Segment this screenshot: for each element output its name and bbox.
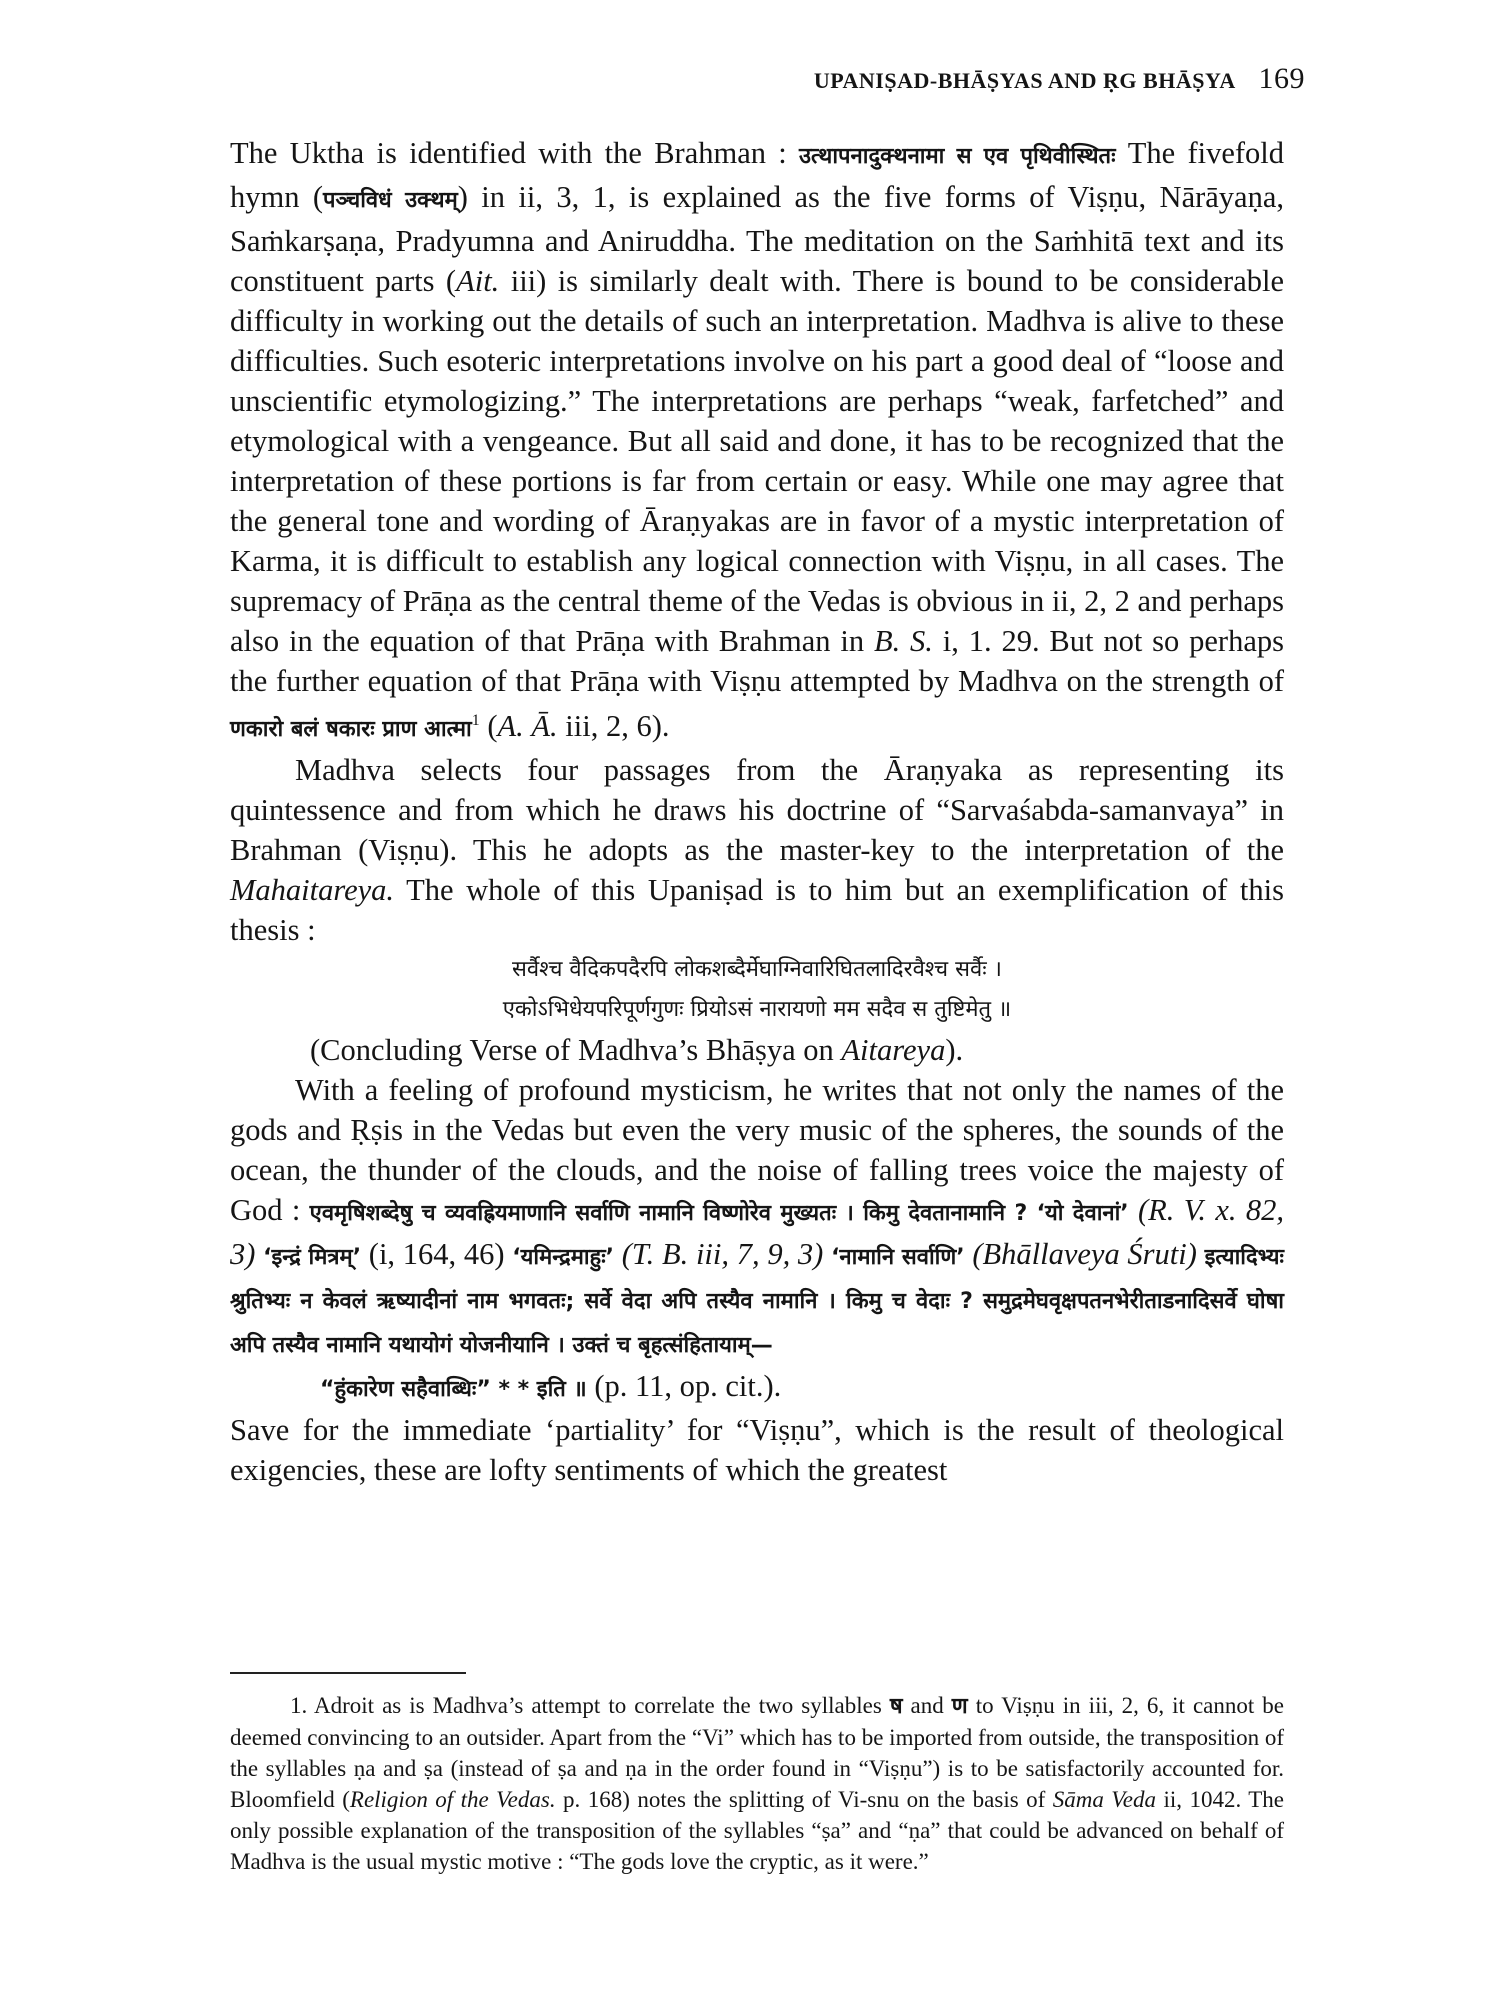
text-span: 1. Adroit as is Madhva’s attempt to correlate the two syllables — [290, 1693, 890, 1718]
footnote-divider — [230, 1672, 466, 1674]
text-span: and — [902, 1693, 952, 1718]
text-span: ). — [945, 1033, 964, 1068]
sanskrit-quote: एवमृषिशब्देषु च व्यवह्रियमाणानि सर्वाणि नामानि विष्णोरेव मुख्यतः । किमु देवतानामानि ? ‘यो देवानां’ — [309, 1201, 1129, 1227]
main-text — [230, 133, 1284, 1490]
text-span: The fivefold hymn ( — [230, 136, 1285, 214]
text-span: to Viṣṇu in iii, 2, 6, it cannot be deemed convincing to an outsider. Apart from the “Vi” which has to be imported from outside, the transposition of the syllables ṇa and ṣa (instead of ṣa and ṇa in the order found in “Viṣṇu”) is to be satisfactorily accounted for. Bloomfield ( — [230, 1693, 1284, 1812]
paragraph-3 — [230, 1070, 1284, 1410]
verse-caption — [230, 1030, 1284, 1070]
sanskrit-quote: ष — [889, 1694, 903, 1719]
italic-ref: B. S. — [873, 624, 933, 658]
citation: (p. 11, op. cit.). — [586, 1369, 782, 1404]
sanskrit-quote: पञ्चविधं उक्थम् — [323, 188, 458, 213]
page-number: 169 — [1258, 62, 1305, 95]
verse-line-1: सर्वैश्च वैदिकपदैरपि लोकशब्दैर्मेघाग्निवारिघितलादिरवैश्च सर्वैः । — [512, 957, 1002, 983]
sanskrit-verse — [230, 950, 1284, 1030]
italic-title: Religion of the Vedas. — [349, 1787, 556, 1812]
citation: (R. V. x. 82, 3) — [230, 1193, 1284, 1272]
sanskrit-quote: उत्थापनादुक्थनामा स एव पृथिवीस्थितः — [798, 144, 1116, 169]
sanskrit-quote: ‘इन्द्रं मित्रम्’ — [263, 1245, 362, 1271]
text-span: ii, 1042. The only possible explanation of the transposition of the syllables “ṣa” and “ṇa” that could be advanced on behalf of Madhva is the usual mystic motive : “The gods love the cryptic, as it were.” — [230, 1787, 1284, 1874]
italic-ref: A. Ā. — [497, 709, 558, 744]
text-span: ) in ii, 3, 1, is explained as the five forms of Viṣṇu, Nārāyaṇa, Saṁkarṣaṇa, Pradyumna and Aniruddha. The meditation on the Saṁhitā text and its constituent parts ( — [230, 180, 1285, 298]
italic-title: Mahaitareya. — [230, 873, 395, 908]
text-span: iii) is similarly dealt with. There is bound to be considerable difficulty in working out the details of such an interpretation. Madhva is alive to these difficulties. Such esoteric interpretations involve on his part a good deal of “loose and unscientific etymologizing.” The interpretations are perhaps “weak, farfetched” and etymological with a vengeance. But all said and done, it has to be recognized that the interpretation of these portions is far from certain or easy. While one may agree that the general tone and wording of Āraṇyakas are in favor of a mystic interpretation of Karma, it is difficult to establish any logical connection with Viṣṇu, in all cases. The supremacy of Prāṇa as the central theme of the Vedas is obvious in ii, 2, 2 and perhaps also in the equation of that Prāṇa with Brahman in — [230, 264, 1284, 658]
sanskrit-quote: ‘यमिन्द्रमाहुः’ — [512, 1245, 615, 1271]
text-span: With a feeling of profound mysticism, he writes that not only the names of the gods and Ṛṣis in the Vedas but even the very music of the spheres, the sounds of the ocean, the thunder of the clouds, and the noise of falling trees voice the majesty of God : — [230, 1073, 1284, 1228]
running-title: UPANIṢAD-BHĀṢYAS AND ṚG BHĀṢYA — [813, 68, 1235, 93]
sanskrit-quote: ण — [951, 1694, 968, 1719]
text-span: Madhva selects four passages from the Āraṇyaka as representing its quintessence and from which he draws his doctrine of “Sarvaśabda-samanvaya” in Brahman (Viṣṇu). This he adopts as the master-key to the interpretation of the — [230, 753, 1284, 868]
text-span: p. 168) notes the splitting of Vi-snu on the basis of — [555, 1787, 1053, 1812]
text-span: ( — [479, 709, 498, 744]
italic-title: Sāma Veda — [1052, 1787, 1157, 1812]
footnote — [230, 1690, 1284, 1877]
text-span: (Concluding Verse of Madhva’s Bhāṣya on — [310, 1033, 842, 1068]
sanskrit-quote: इत्यादिभ्यः श्रुतिभ्यः न केवलं ऋष्यादीनां नाम भगवतः; सर्वे वेदा अपि तस्यैव नामानि । किमु च वेदाः ? समुद्रमेघवृक्षपतनभेरीताडनादिसर्वे घोषा अपि तस्यैव नामानि यथायोगं योजनीयानि । उक्तं च बृहत्संहितायाम्— — [230, 1245, 1285, 1359]
sanskrit-quote: ‘नामानि सर्वाणि’ — [831, 1245, 965, 1271]
verse-line-2: एकोऽभिधेयपरिपूर्णगुणः प्रियोऽसं नारायणो मम सदैव स तुष्टिमेतु ॥ — [502, 997, 1012, 1023]
italic-title: Aitareya — [841, 1033, 946, 1068]
text-span: i, 1. 29. But not so perhaps the further equation of that Prāṇa with Viṣṇu attempted by Madhva on the strength of — [230, 624, 1284, 698]
footnote-reference[interactable]: 1 — [471, 712, 480, 729]
citation: (T. B. iii, 7, 9, 3) — [614, 1237, 832, 1272]
citation: (Bhāllaveya Śruti) — [964, 1237, 1205, 1272]
text-span: Save for the immediate ‘partiality’ for “Viṣṇu”, which is the result of theological exigencies, these are lofty sentiments of which the greatest — [230, 1413, 1284, 1488]
text-span: iii, 2, 6). — [557, 709, 670, 744]
paragraph-4 — [230, 1410, 1284, 1490]
citation: (i, 164, 46) — [361, 1237, 513, 1272]
sanskrit-quote: णकारो बलं षकारः प्राण आत्मा — [230, 717, 472, 743]
paragraph-1 — [230, 133, 1284, 750]
text-span: The whole of this Upaniṣad is to him but an exemplification of this thesis : — [230, 873, 1284, 948]
paragraph-2 — [230, 750, 1284, 950]
italic-ref: Ait. — [456, 264, 500, 298]
running-header — [230, 62, 1305, 96]
text-span: The Uktha is identified with the Brahman : — [230, 136, 799, 170]
sanskrit-quote: “हुंकारेण सहैवाब्धिः” * * इति ॥ — [320, 1377, 587, 1403]
